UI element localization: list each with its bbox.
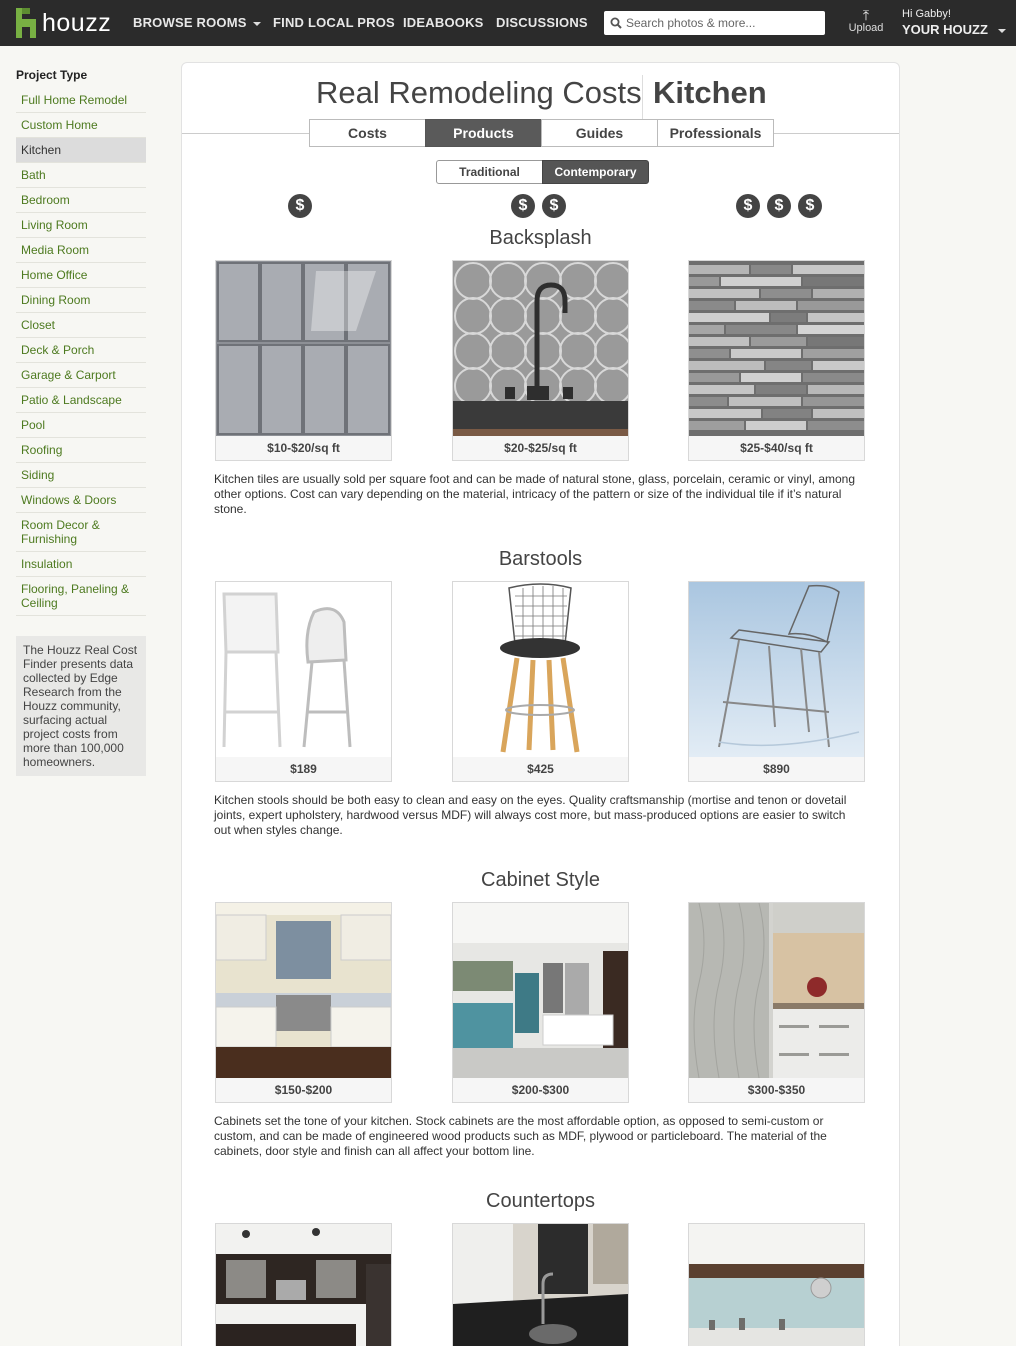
sidebar-item[interactable]: Custom Home — [16, 113, 146, 138]
product-image — [689, 261, 864, 436]
tab-guides[interactable]: Guides — [541, 119, 658, 147]
product-image — [216, 261, 391, 436]
sidebar-note: The Houzz Real Cost Finder presents data collected by Edge Research from the Houzz community, surfacing actual project costs from more than 100,000 homeowners. — [16, 636, 146, 776]
sidebar-item[interactable]: Room Decor & Furnishing — [16, 513, 146, 552]
product-card[interactable] — [452, 902, 629, 1103]
product-image — [453, 582, 628, 757]
main-panel — [181, 62, 900, 1346]
section-title-cabinet-style: Cabinet Style — [481, 869, 600, 891]
product-price: $200-$300 — [511, 1083, 570, 1097]
sidebar-item[interactable]: Deck & Porch — [16, 338, 146, 363]
your-houzz-menu[interactable] — [902, 22, 1006, 37]
product-image — [689, 903, 864, 1078]
search-input[interactable] — [626, 16, 816, 30]
style-traditional-button[interactable]: Traditional — [436, 160, 543, 184]
project-type-sidebar — [16, 62, 146, 776]
sidebar-item[interactable]: Living Room — [16, 213, 146, 238]
section-title-barstools: Barstools — [498, 548, 583, 570]
product-image — [689, 1224, 864, 1346]
sidebar-item[interactable]: Siding — [16, 463, 146, 488]
sidebar-item[interactable]: Media Room — [16, 238, 146, 263]
product-image — [689, 582, 864, 757]
dollar-icon: $ — [736, 194, 760, 218]
user-greeting: Hi Gabby! — [902, 8, 951, 20]
product-card[interactable] — [452, 260, 629, 461]
product-card[interactable] — [688, 581, 865, 782]
section-title-backsplash: Backsplash — [489, 227, 592, 249]
dollar-icon: $ — [767, 194, 791, 218]
sidebar-item[interactable]: Roofing — [16, 438, 146, 463]
upload-arrow-icon: ⤒ — [862, 7, 870, 23]
section-title-countertops: Countertops — [486, 1190, 595, 1212]
product-price: $10-$20/sq ft — [267, 441, 340, 455]
top-nav-bar — [0, 0, 1016, 46]
section-description: Kitchen tiles are usually sold per square foot and can be made of natural stone, glass, porcelain, ceramic or vinyl, among other options. Cost can vary depending on the material, intricacy of the pattern or size of the individual tile if it’s natural stone. — [214, 472, 856, 516]
product-price: $150-$200 — [274, 1083, 333, 1097]
sidebar-item[interactable]: Kitchen — [16, 138, 146, 163]
product-card[interactable] — [215, 581, 392, 782]
logo-wordmark: houzz — [42, 8, 112, 37]
main-tabs — [310, 119, 774, 147]
sidebar-item[interactable]: Patio & Landscape — [16, 388, 146, 413]
sidebar-item[interactable]: Full Home Remodel — [16, 88, 146, 113]
sidebar-item[interactable]: Home Office — [16, 263, 146, 288]
product-card[interactable] — [452, 581, 629, 782]
room-title: Kitchen — [653, 75, 767, 110]
upload-label: Upload — [848, 22, 884, 34]
product-price: $189 — [290, 762, 317, 776]
price-tier-high — [736, 194, 822, 218]
sidebar-list — [16, 88, 146, 616]
price-tier-low — [288, 194, 312, 218]
product-price: $20-$25/sq ft — [504, 441, 577, 455]
sidebar-item[interactable]: Bath — [16, 163, 146, 188]
sidebar-item[interactable]: Dining Room — [16, 288, 146, 313]
sidebar-item[interactable]: Bedroom — [16, 188, 146, 213]
houzz-logo-icon — [16, 8, 36, 38]
chevron-down-icon — [998, 29, 1006, 33]
price-tier-mid — [511, 194, 566, 218]
sidebar-item[interactable]: Closet — [16, 313, 146, 338]
dollar-icon: $ — [798, 194, 822, 218]
nav-browse-rooms[interactable] — [133, 15, 261, 30]
product-image — [453, 1224, 628, 1346]
your-houzz-label: YOUR HOUZZ — [902, 22, 988, 37]
user-menu[interactable] — [902, 8, 1006, 37]
product-image — [216, 903, 391, 1078]
upload-button[interactable] — [846, 8, 886, 34]
sidebar-item[interactable]: Windows & Doors — [16, 488, 146, 513]
section-description: Kitchen stools should be both easy to clean and easy on the eyes. Quality craftsmanship (mortise and tenon or dovetail joints, expert upholstery, hardwood versus MDF) will always cost more, but mass-produced options are easier to switch out when styles change. — [214, 793, 847, 837]
sidebar-title: Project Type — [16, 68, 88, 82]
chevron-down-icon — [253, 22, 261, 26]
product-price: $890 — [763, 762, 790, 776]
product-card[interactable] — [688, 902, 865, 1103]
product-card[interactable] — [688, 1223, 865, 1346]
nav-discussions[interactable]: DISCUSSIONS — [496, 15, 588, 30]
style-contemporary-button[interactable]: Contemporary — [542, 160, 649, 184]
product-card[interactable] — [215, 260, 392, 461]
product-price: $300-$350 — [747, 1083, 806, 1097]
nav-ideabooks[interactable]: IDEABOOKS — [403, 15, 484, 30]
page-title: Real Remodeling Costs — [316, 75, 642, 110]
product-card[interactable] — [215, 902, 392, 1103]
style-toggle — [436, 160, 649, 184]
product-image — [216, 1224, 391, 1346]
houzz-logo[interactable] — [16, 7, 126, 39]
search-box — [604, 11, 825, 35]
nav-find-local-pros[interactable]: FIND LOCAL PROS — [273, 15, 395, 30]
product-card[interactable] — [688, 260, 865, 461]
product-price: $425 — [527, 762, 554, 776]
section-description: Cabinets set the tone of your kitchen. Stock cabinets are the most affordable option, as opposed to semi-custom or custom, and can be made of engineered wood products such as MDF, plywood or particleboard. The material of the cabinets, door style and finish can all affect your bottom line. — [214, 1114, 827, 1158]
dollar-icon: $ — [542, 194, 566, 218]
product-card[interactable] — [215, 1223, 392, 1346]
sidebar-item[interactable]: Insulation — [16, 552, 146, 577]
nav-browse-rooms-label: BROWSE ROOMS — [133, 15, 247, 30]
dollar-icon: $ — [511, 194, 535, 218]
sidebar-item[interactable]: Flooring, Paneling & Ceiling — [16, 577, 146, 616]
product-image — [453, 903, 628, 1078]
tab-professionals[interactable]: Professionals — [657, 119, 774, 147]
tab-products[interactable]: Products — [425, 119, 542, 147]
title-divider — [642, 75, 643, 119]
dollar-icon: $ — [288, 194, 312, 218]
product-price: $25-$40/sq ft — [740, 441, 813, 455]
search-icon — [610, 17, 622, 29]
product-image — [453, 261, 628, 436]
tab-costs[interactable]: Costs — [309, 119, 426, 147]
product-card[interactable] — [452, 1223, 629, 1346]
sidebar-item[interactable]: Pool — [16, 413, 146, 438]
sidebar-item[interactable]: Garage & Carport — [16, 363, 146, 388]
product-image — [216, 582, 391, 757]
